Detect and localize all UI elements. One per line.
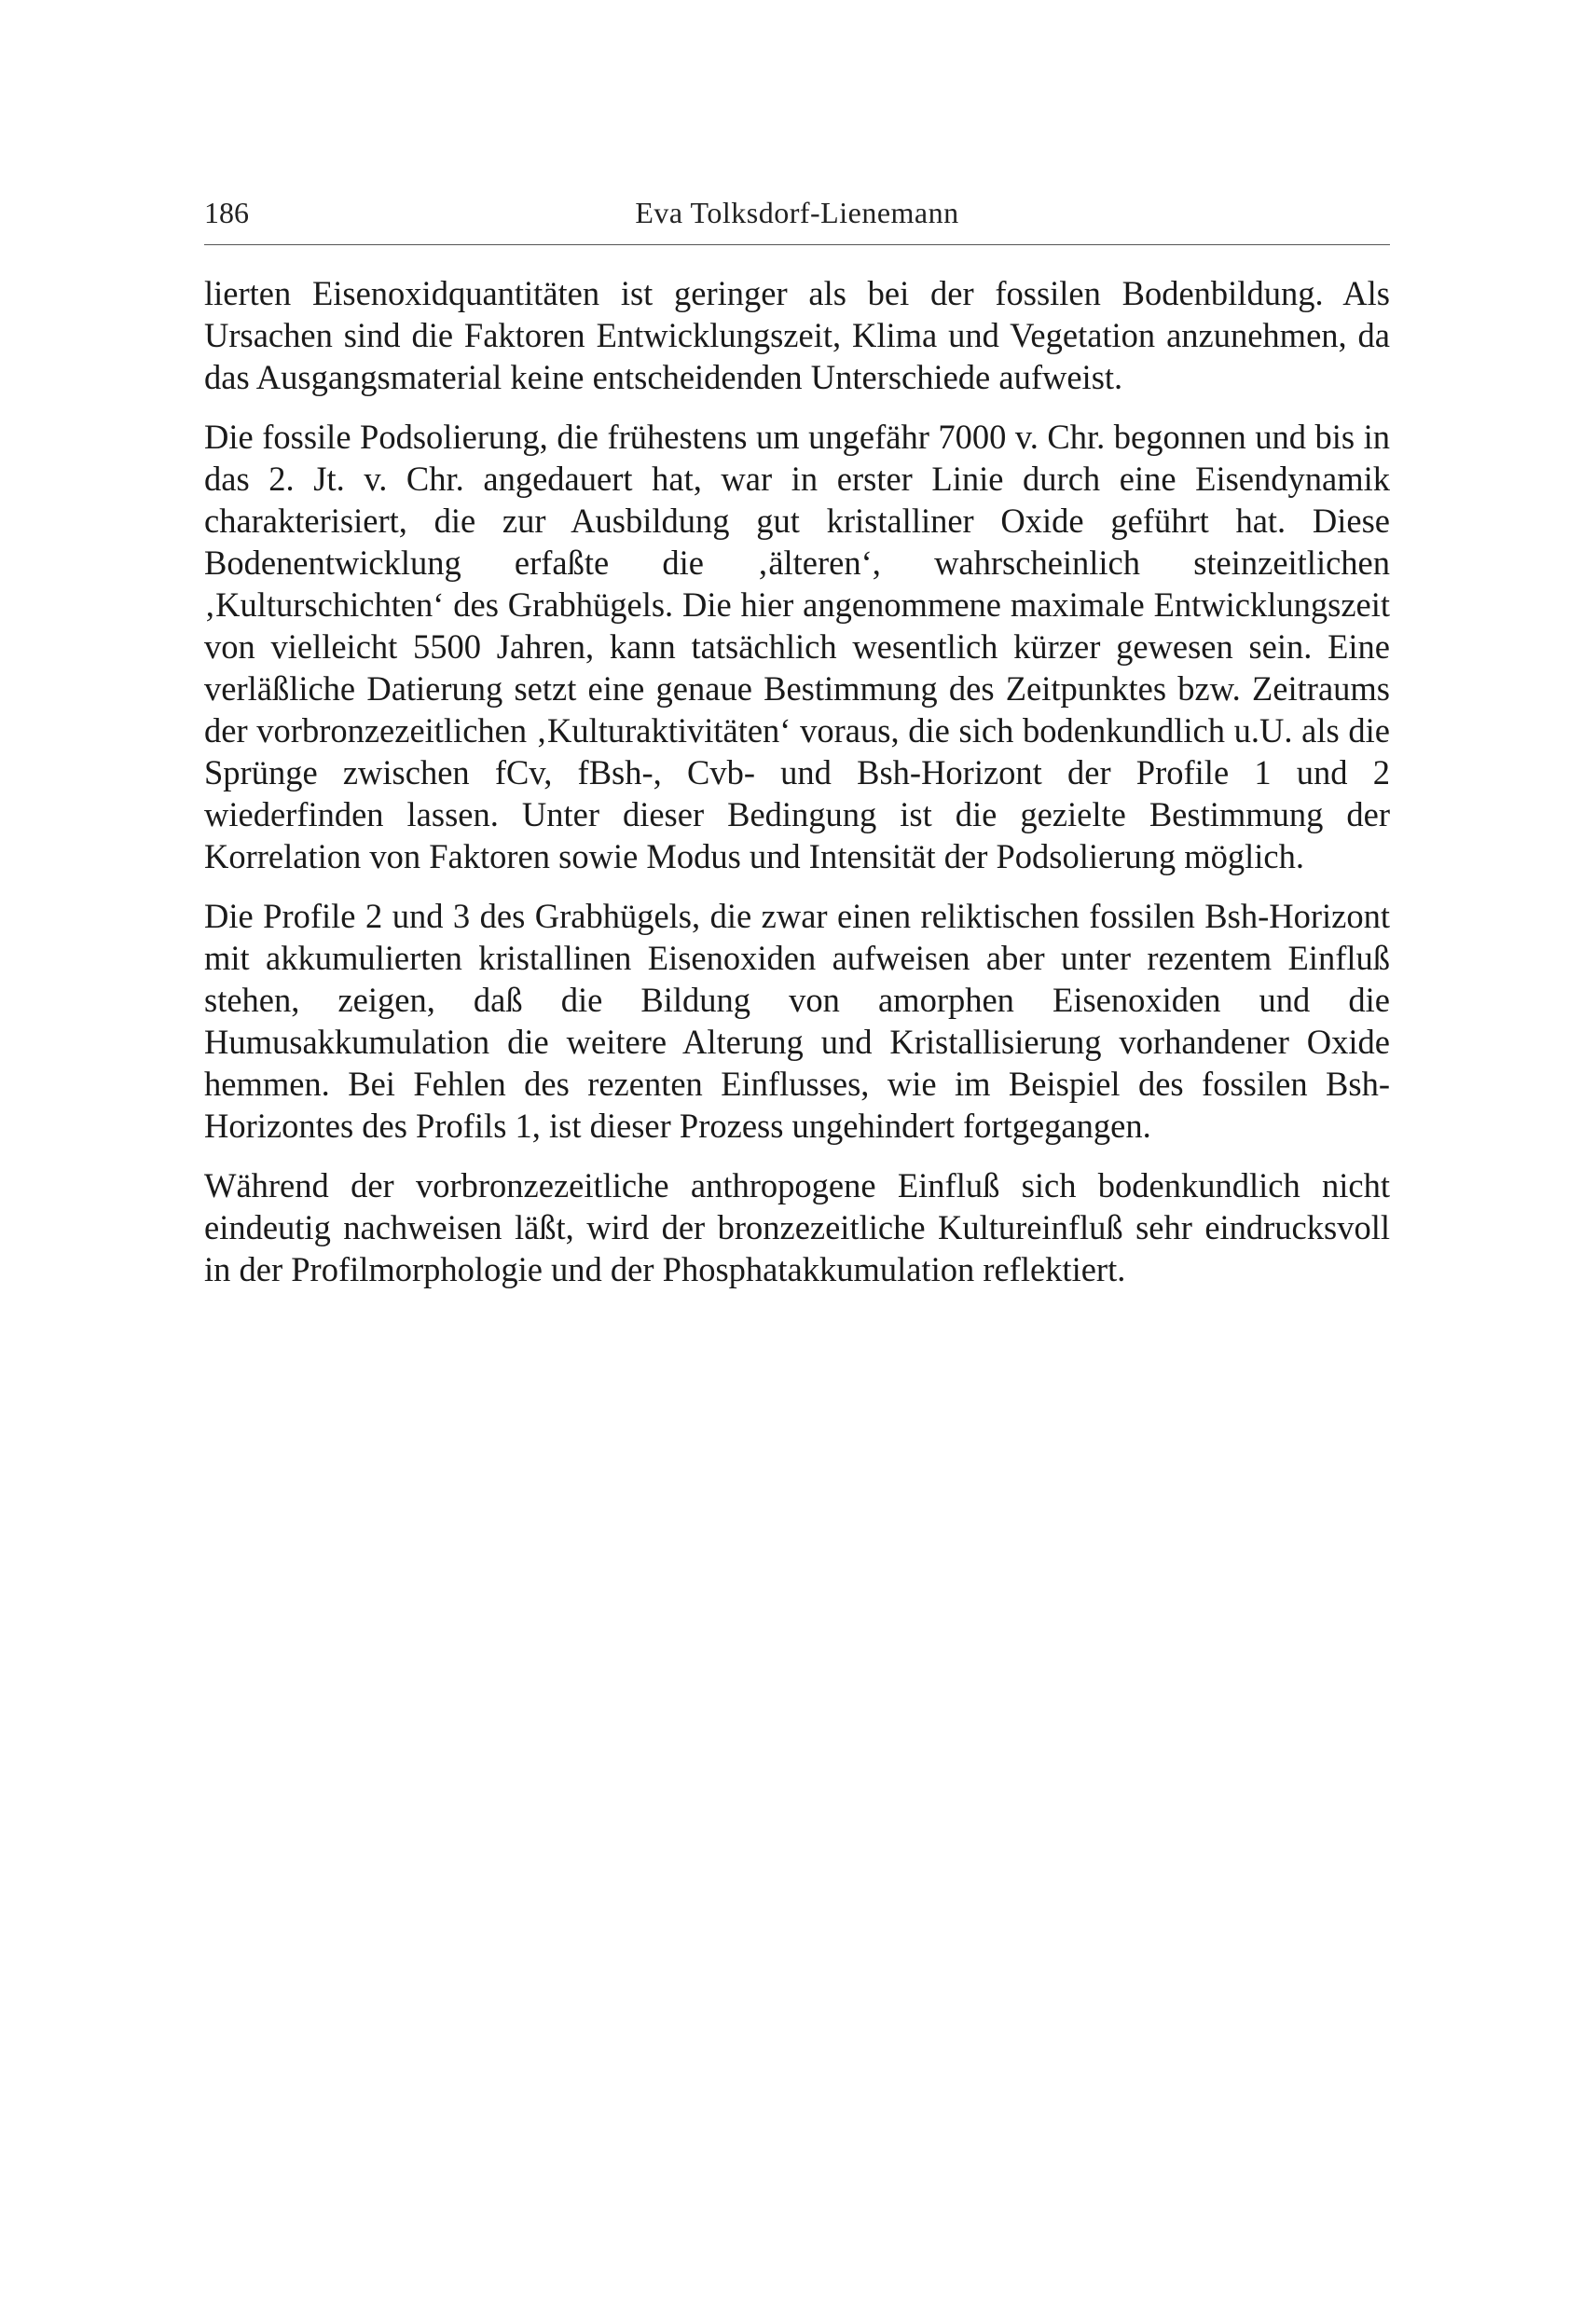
paragraph-3: Die Profile 2 und 3 des Grabhügels, die zwar einen reliktischen fossilen Bsh-Horizont mit akkumulierten kristallinen Eisenoxiden aufweisen aber unter rezentem Einfluß stehen, zeigen, daß die Bildung von amorphen Eisenoxiden und die Humusakkumulation die weitere Alterung und Kristallisierung vorhandener Oxide hemmen. Bei Fehlen des rezenten Einflusses, wie im Beispiel des fossilen Bsh-Horizontes des Profils 1, ist dieser Prozess ungehindert fortgegangen. [204, 897, 1390, 1145]
header-author: Eva Tolksdorf-Lienemann [635, 196, 959, 229]
running-head [204, 194, 1390, 241]
header-divider [204, 244, 1390, 245]
paragraph-1: lierten Eisenoxidquantitäten ist geringer als bei der fossilen Bodenbildung. Als Ursachen sind die Faktoren Entwicklungszeit, Klima und Vegetation anzunehmen, da das Ausgangsmaterial keine entscheidenden Unterschiede aufweist. [204, 274, 1390, 396]
page-number: 186 [204, 196, 249, 229]
paragraph-2: Die fossile Podsolierung, die frühestens um ungefähr 7000 v. Chr. begonnen und bis in das 2. Jt. v. Chr. angedauert hat, war in erster Linie durch eine Eisendynamik charakterisiert, die zur Ausbildung gut kristalliner Oxide geführt hat. Diese Bodenentwicklung erfaßte die ‚älteren‘, wahrscheinlich steinzeitlichen ‚Kulturschichten‘ des Grabhügels. Die hier angenommene maximale Entwicklungszeit von vielleicht 5500 Jahren, kann tatsächlich wesentlich kürzer gewesen sein. Eine verläßliche Datierung setzt eine genaue Bestimmung des Zeitpunktes bzw. Zeitraums der vorbronzezeitlichen ‚Kulturaktivitäten‘ voraus, die sich bodenkundlich u.U. als die Sprünge zwischen fCv, fBsh-, Cvb- und Bsh-Horizont der Profile 1 und 2 wiederfinden lassen. Unter dieser Bedingung ist die gezielte Bestimmung der Korrelation von Faktoren sowie Modus und Intensität der Podsolierung möglich. [204, 418, 1390, 875]
body-text [204, 272, 1390, 1308]
paragraph-4: Während der vorbronzezeitliche anthropogene Einfluß sich bodenkundlich nicht eindeutig nachweisen läßt, wird der bronzezeitliche Kultureinfluß sehr eindrucksvoll in der Profilmorphologie und der Phosphatakkumulation reflektiert. [204, 1166, 1390, 1288]
